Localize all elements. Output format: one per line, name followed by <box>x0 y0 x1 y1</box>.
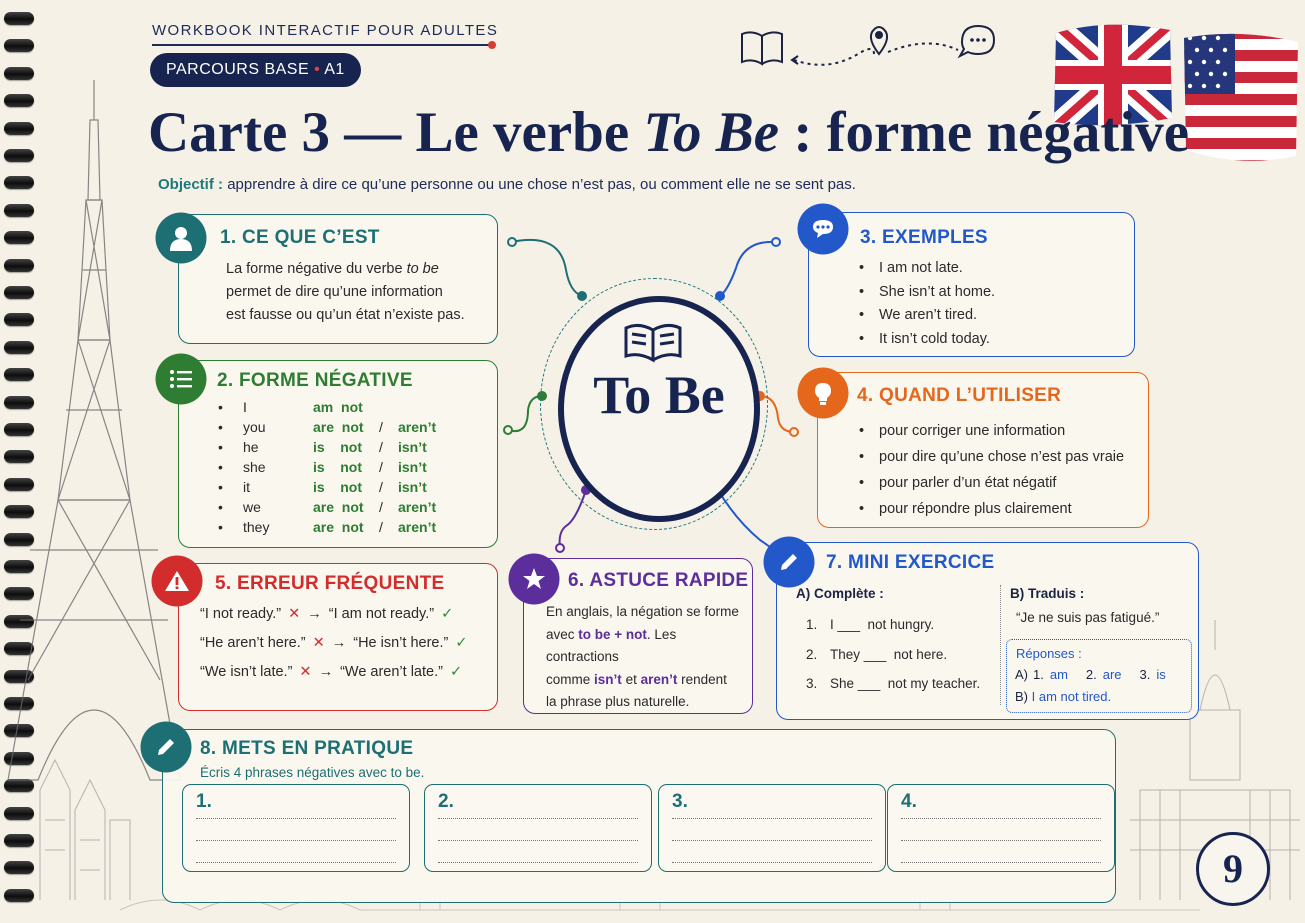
conjugation-row <box>218 419 488 439</box>
writing-line[interactable] <box>196 840 396 841</box>
separator: / <box>379 459 383 475</box>
answers-label: Réponses : <box>1016 646 1082 661</box>
negative-contraction: aren’t <box>398 419 437 435</box>
examples-list <box>856 257 995 351</box>
answer-number: 2. <box>1085 667 1097 682</box>
exercise-item-number: 1. <box>806 617 818 632</box>
writing-line[interactable] <box>196 818 396 819</box>
bullet: • <box>218 419 223 435</box>
bullet: • <box>218 399 223 415</box>
tip-line-4: la phrase plus naturelle. <box>546 694 690 709</box>
badge-7 <box>765 538 813 586</box>
practice-box-number: 1. <box>196 791 212 812</box>
pill-level: A1 <box>324 61 345 78</box>
separator: / <box>379 479 383 495</box>
answers-a-prefix: A) <box>1015 667 1028 682</box>
separator: / <box>379 499 383 515</box>
pill-dot: • <box>314 61 321 78</box>
example-item: • It isn’t cold today. <box>856 328 995 352</box>
negative-full: are not <box>313 499 364 515</box>
negative-contraction: isn’t <box>398 459 427 475</box>
pencil-icon <box>777 550 801 574</box>
wrong-sentence: “I not ready.” <box>200 606 282 622</box>
exercise-b-label: B) Traduis : <box>1010 586 1085 601</box>
tip-line-3b: isn’t <box>594 671 622 687</box>
page-number: 9 <box>1196 832 1270 906</box>
exercise-item-text: She ___ not my teacher. <box>830 676 981 691</box>
exercise-a-label: A) Complète : <box>796 586 884 601</box>
workbook-kicker: WORKBOOK INTERACTIF POUR ADULTES <box>152 22 499 39</box>
conjugation-row <box>218 399 488 419</box>
bullet: • <box>218 499 223 515</box>
s1-line2: permet de dire qu’une information <box>226 284 443 300</box>
exercise-item-number: 3. <box>806 676 818 691</box>
s1-line1b: to be <box>406 261 439 277</box>
pronoun: I <box>243 399 247 415</box>
badge-3 <box>799 205 847 253</box>
separator: / <box>379 419 383 435</box>
s1-line1a: La forme négative du verbe <box>226 261 403 277</box>
answers-a <box>1015 667 1184 682</box>
negative-contraction: aren’t <box>398 499 437 515</box>
pencil-icon <box>154 735 178 759</box>
answer-value: are <box>1102 667 1122 682</box>
badge-6 <box>510 555 558 603</box>
answers-b-prefix: B) <box>1015 689 1028 704</box>
objective-label: Objectif : <box>158 176 224 193</box>
s1-line3: est fausse ou qu’un état n’existe pas. <box>226 307 465 323</box>
wrong-sentence: “We isn’t late.” <box>200 664 293 680</box>
check-icon: ✓ <box>455 635 468 651</box>
title-part-a: Carte 3 — Le verbe <box>148 101 630 164</box>
correct-sentence: “We aren’t late.” <box>340 664 443 680</box>
bullet: • <box>218 519 223 535</box>
check-icon: ✓ <box>449 664 463 680</box>
exercise-item <box>806 610 980 640</box>
badge-8 <box>142 723 190 771</box>
practice-box-number: 3. <box>672 791 688 812</box>
tip-line-2a: avec <box>546 626 575 642</box>
card-8-subtitle: Écris 4 phrases négatives avec to be. <box>200 765 425 780</box>
card-6-body <box>546 601 746 714</box>
writing-line[interactable] <box>672 818 872 819</box>
badge-2 <box>157 355 205 403</box>
tip-line-3e: rendent <box>681 671 727 687</box>
cross-icon: ✕ <box>312 635 325 651</box>
answers-b <box>1015 689 1111 704</box>
writing-line[interactable] <box>196 862 396 863</box>
answers-b-value: I am not tired. <box>1031 689 1112 704</box>
conjugation-row <box>218 499 488 519</box>
answer-value: is <box>1156 667 1166 682</box>
practice-box-4[interactable] <box>887 784 1115 872</box>
tip-line-3c: et <box>625 671 637 687</box>
negative-contraction: isn’t <box>398 439 427 455</box>
bullet: • <box>218 459 223 475</box>
exercise-a-items <box>806 610 980 699</box>
writing-line[interactable] <box>901 862 1101 863</box>
conjugation-row <box>218 479 488 499</box>
negative-full: are not <box>313 419 364 435</box>
list-icon <box>169 368 193 390</box>
card-5-title: 5. ERREUR FRÉQUENTE <box>215 573 445 594</box>
negative-full: am not <box>313 399 363 415</box>
badge-4 <box>799 369 847 417</box>
warning-icon <box>164 569 190 593</box>
title-italic: To Be <box>643 101 780 164</box>
tip-line-2c: . Les contractions <box>546 626 677 664</box>
example-item: • We aren’t tired. <box>856 304 995 328</box>
writing-line[interactable] <box>672 840 872 841</box>
card-3-title: 3. EXEMPLES <box>860 227 988 248</box>
writing-line[interactable] <box>438 862 638 863</box>
cross-icon: ✕ <box>299 664 312 680</box>
error-row <box>200 606 474 635</box>
tip-line-3d: aren’t <box>640 671 678 687</box>
error-row <box>200 635 474 664</box>
pill-track: PARCOURS BASE <box>166 61 310 78</box>
negative-full: is not <box>313 459 362 475</box>
exercise-item <box>806 669 980 699</box>
tip-line-2b: to be + not <box>578 626 647 642</box>
writing-line[interactable] <box>901 840 1101 841</box>
bullet: • <box>218 479 223 495</box>
practice-box-3[interactable] <box>658 784 886 872</box>
negative-contraction: aren’t <box>398 519 437 535</box>
pronoun: we <box>243 499 261 515</box>
lightbulb-icon <box>811 380 835 406</box>
check-icon: ✓ <box>441 606 454 622</box>
card-1-title: 1. CE QUE C’EST <box>220 227 380 248</box>
wrong-sentence: “He aren’t here.” <box>200 635 306 651</box>
pronoun: he <box>243 439 259 455</box>
arrow-icon: → <box>331 635 347 651</box>
badge-5 <box>153 557 201 605</box>
tip-line-3a: comme <box>546 671 591 687</box>
speech-bubble-icon <box>811 218 835 240</box>
pronoun: she <box>243 459 266 475</box>
practice-box-2[interactable] <box>424 784 652 872</box>
negative-full: is not <box>313 479 362 495</box>
tip-line-1: En anglais, la négation se forme <box>546 604 739 619</box>
writing-line[interactable] <box>901 818 1101 819</box>
bullet: • <box>218 439 223 455</box>
cross-icon: ✕ <box>288 606 301 622</box>
person-icon <box>169 225 193 251</box>
writing-line[interactable] <box>672 862 872 863</box>
arrow-icon: → <box>307 606 322 622</box>
usage-item: • pour dire qu’une chose n’est pas vraie <box>856 444 1124 470</box>
answer-number: 1. <box>1033 667 1044 682</box>
practice-box-1[interactable] <box>182 784 410 872</box>
error-list <box>200 606 474 693</box>
exercise-divider <box>1000 585 1002 705</box>
card-6-title: 6. ASTUCE RAPIDE <box>568 570 749 591</box>
arrow-icon: → <box>318 664 334 680</box>
answers-box <box>1006 639 1192 713</box>
negative-full: are not <box>313 519 364 535</box>
writing-line[interactable] <box>438 818 638 819</box>
exercise-item-text: I ___ not hungry. <box>830 617 935 632</box>
correct-sentence: “He isn’t here.” <box>353 635 449 651</box>
practice-box-number: 2. <box>438 791 454 812</box>
separator: / <box>379 439 383 455</box>
error-row <box>200 664 474 693</box>
card-2-title: 2. FORME NÉGATIVE <box>217 370 413 391</box>
card-7-title: 7. MINI EXERCICE <box>826 552 995 573</box>
exercise-b-text: “Je ne suis pas fatigué.” <box>1016 610 1160 625</box>
usage-item: • pour répondre plus clairement <box>856 496 1124 522</box>
writing-line[interactable] <box>438 840 638 841</box>
open-book-icon <box>622 320 684 364</box>
hub-label: To Be <box>593 365 725 425</box>
example-item: • She isn’t at home. <box>856 281 995 305</box>
exercise-item-text: They ___ not here. <box>830 646 948 662</box>
pronoun: you <box>243 419 266 435</box>
negative-full: is not <box>313 439 362 455</box>
usage-item: • pour parler d’un état négatif <box>856 470 1124 496</box>
pronoun: they <box>243 519 270 535</box>
title-part-b: : forme négative <box>793 101 1189 164</box>
correct-sentence: “I am not ready.” <box>328 606 435 622</box>
conjugation-table <box>218 399 488 539</box>
exercise-item-number: 2. <box>806 646 818 662</box>
card-8-title: 8. METS EN PRATIQUE <box>200 738 414 759</box>
conjugation-row <box>218 439 488 459</box>
answer-number: 3. <box>1139 667 1151 682</box>
usage-item: • pour corriger une information <box>856 418 1124 444</box>
conjugation-row <box>218 459 488 479</box>
example-item: • I am not late. <box>856 257 995 281</box>
card-1-body <box>226 258 491 327</box>
pronoun: it <box>243 479 250 495</box>
separator: / <box>379 519 383 535</box>
card-4-title: 4. QUAND L’UTILISER <box>857 385 1062 406</box>
practice-box-number: 4. <box>901 791 917 812</box>
answer-value: am <box>1049 667 1068 682</box>
negative-contraction: isn’t <box>398 479 427 495</box>
usage-list <box>856 418 1124 522</box>
objective-text: apprendre à dire ce qu’une personne ou une chose n’est pas, ou comment elle ne se sent pas. <box>227 176 856 193</box>
exercise-item <box>806 640 980 670</box>
badge-1 <box>157 214 205 262</box>
conjugation-row <box>218 519 488 539</box>
star-icon <box>522 567 546 591</box>
